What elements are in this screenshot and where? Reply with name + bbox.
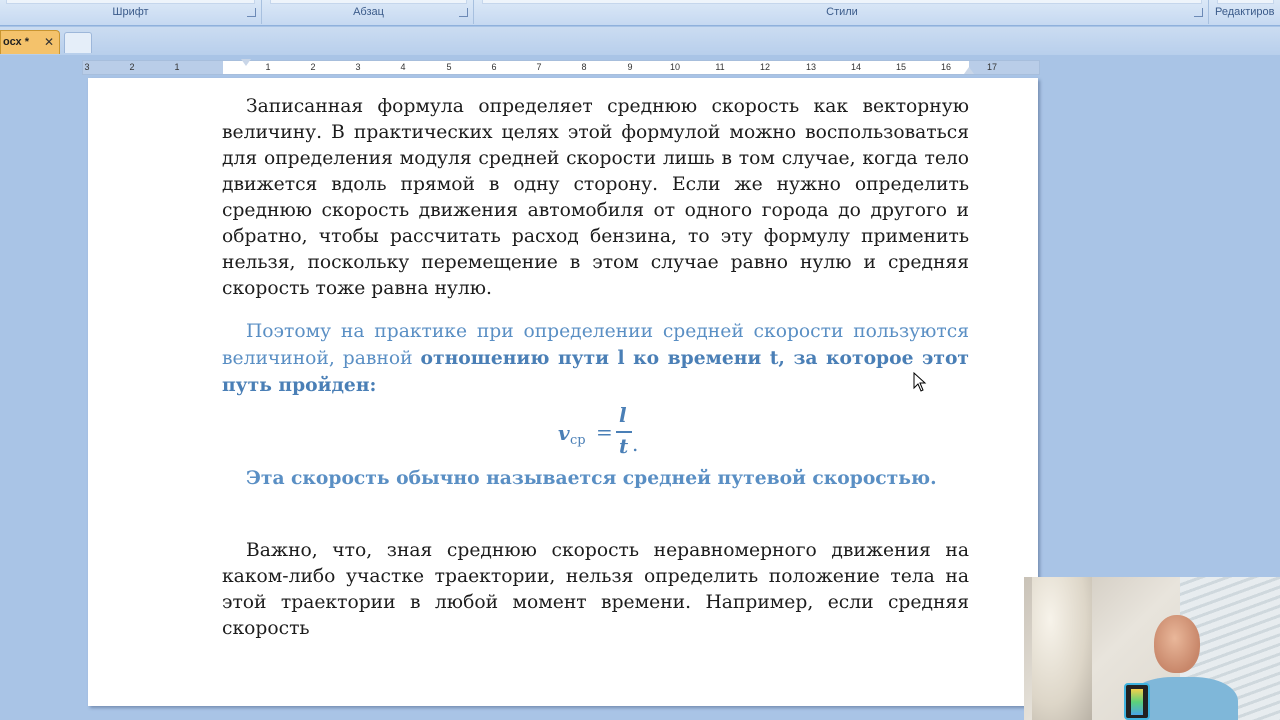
paragraph-dialog-launcher-icon[interactable] (459, 8, 468, 17)
formula-subscript: ср (570, 433, 586, 448)
ruler-number: 1 (265, 62, 271, 72)
ruler-numbers (83, 62, 1039, 74)
new-tab-button[interactable] (64, 32, 92, 53)
mouse-pointer-icon (913, 372, 927, 394)
ruler-number: 4 (400, 62, 406, 72)
ribbon-group-label-editing: Редактиров (1215, 6, 1275, 18)
paragraph-path-speed-name: Эта скорость обычно называется средней путевой скоростью. (246, 467, 937, 489)
ruler-number: 14 (850, 62, 862, 72)
styles-dialog-launcher-icon[interactable] (1194, 8, 1203, 17)
ribbon-group-paragraph (264, 0, 474, 24)
ruler-number: 6 (491, 62, 497, 72)
close-icon[interactable]: ✕ (43, 35, 54, 49)
ruler-number: 12 (759, 62, 771, 72)
ruler-number: 9 (627, 62, 633, 72)
right-indent-marker[interactable] (964, 67, 974, 74)
webcam-presenter-face (1154, 615, 1200, 673)
fraction-bar (616, 431, 632, 433)
webcam-lamp (1032, 577, 1092, 720)
ruler-number: 11 (715, 62, 725, 72)
paragraph-important-note: Важно, что, зная среднюю скорость неравномерного движения на каком-либо участке траектории, нельзя определить положение тела на этой траектории в любой момент времени. Например, если средняя скорость (222, 540, 969, 639)
formula-numerator: l (619, 403, 627, 427)
formula-equals: = (596, 420, 613, 444)
ribbon-group-labels (0, 0, 1280, 26)
font-dialog-launcher-icon[interactable] (247, 8, 256, 17)
paragraph-plain-text: Поэтому на практике при определении средней скорости пользуются величиной, равной (222, 321, 969, 369)
ruler-number: 13 (805, 62, 817, 72)
webcam-overlay (1024, 577, 1280, 720)
document-tab-bar (0, 27, 1280, 55)
ruler-number: 8 (581, 62, 587, 72)
ribbon-group-label-styles: Стили (826, 6, 858, 18)
ribbon-strip (1217, 0, 1274, 4)
first-line-indent-marker[interactable] (241, 59, 251, 66)
ruler-number: 3 (355, 62, 361, 72)
ruler-number: 10 (669, 62, 681, 72)
ruler-number: 7 (536, 62, 542, 72)
formula-period: . (632, 432, 639, 456)
ruler-number: 16 (940, 62, 952, 72)
paragraph-bold-text: отношению пути l ко времени t, за которое этот путь пройден: (222, 347, 969, 396)
ruler-number: 15 (895, 62, 907, 72)
ruler-number: 2 (129, 62, 135, 72)
paragraph-vector-velocity: Записанная формула определяет среднюю скорость как векторную величину. В практических целях этой формулой можно воспользоваться для определения модуля средней скорости лишь в том случае, когда тело движется вдоль прямой в одну сторону. Если же нужно определить среднюю скорость движения автомобиля от одного города до другого и обратно, чтобы рассчитать расход бензина, то эту формулу применить нельзя, поскольку перемещение в этом случае равно нулю и средняя скорость тоже равна нулю. (222, 96, 969, 299)
ribbon-group-font (0, 0, 262, 24)
ribbon-strip (6, 0, 255, 4)
ribbon-group-styles (476, 0, 1209, 24)
ribbon-group-editing (1211, 0, 1280, 24)
formula-denominator: t (619, 434, 629, 458)
ribbon-strip (482, 0, 1202, 4)
document-page[interactable] (88, 78, 1038, 706)
formula-velocity: v (558, 421, 570, 445)
document-tab-active[interactable] (0, 30, 60, 54)
horizontal-ruler[interactable] (82, 60, 1040, 75)
ribbon-strip (270, 0, 467, 4)
ribbon-group-label-paragraph: Абзац (353, 6, 384, 18)
ruler-number: 3 (84, 62, 90, 72)
ruler-number: 1 (174, 62, 180, 72)
paragraph-path-velocity-definition (222, 319, 969, 399)
ruler-number: 5 (446, 62, 452, 72)
ribbon-group-label-font: Шрифт (112, 6, 149, 18)
ruler-number: 2 (310, 62, 316, 72)
microphone-icon (1124, 683, 1150, 720)
ruler-number: 17 (986, 62, 998, 72)
document-tab-label: осх * (3, 36, 30, 48)
